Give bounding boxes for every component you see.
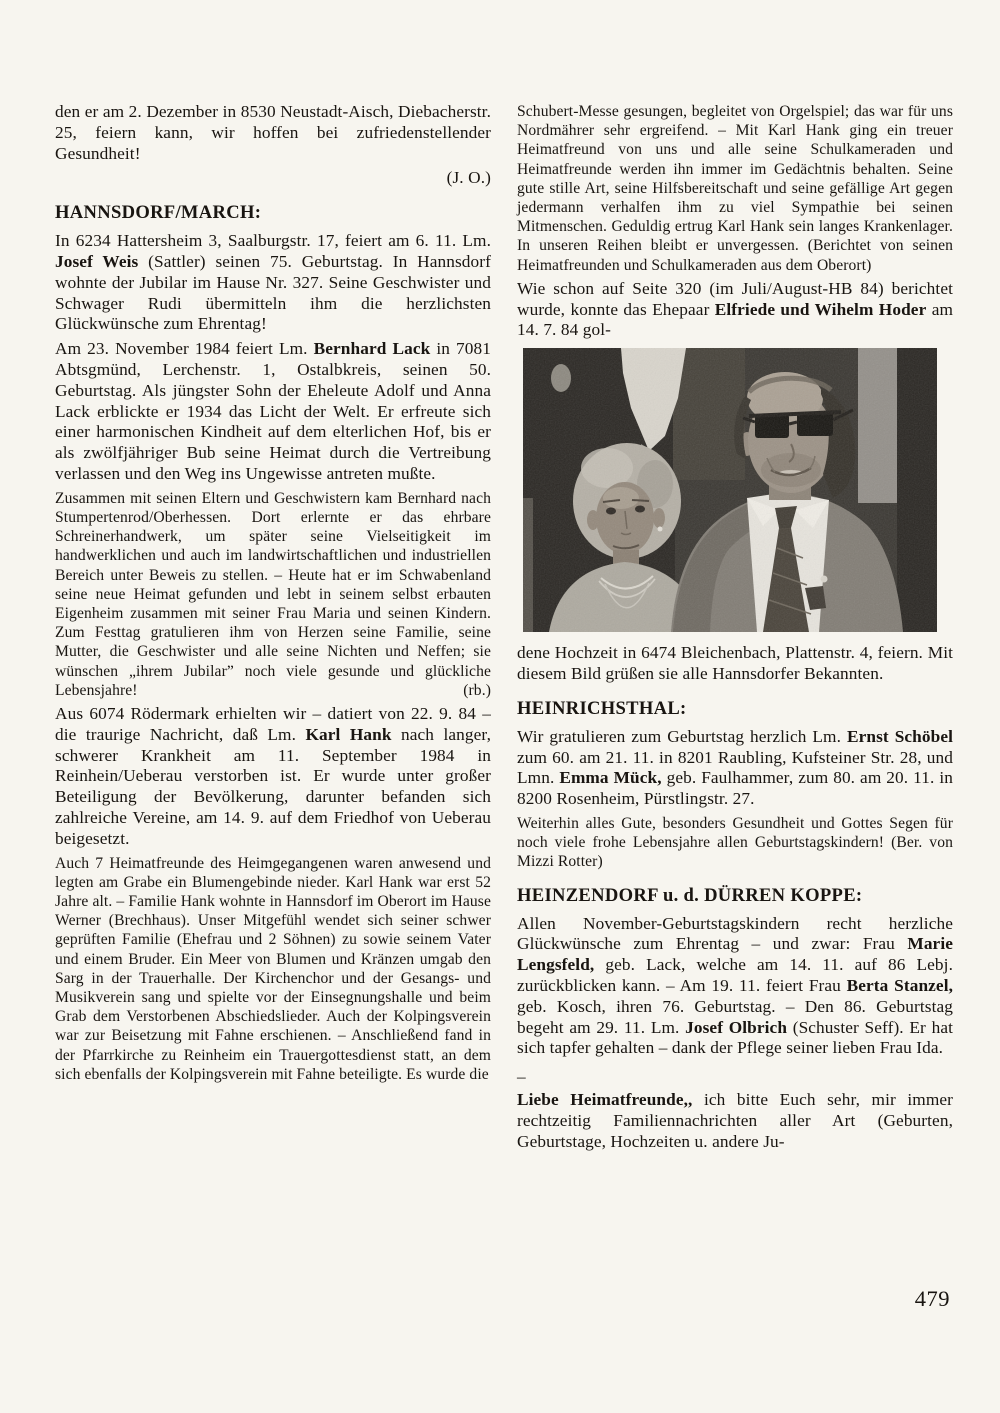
text-run-bold: Elfriede und Wihelm Hoder xyxy=(714,299,927,319)
text-run: (Sattler) seinen 75. Geburtstag. In Hannsdorf wohnte der Jubilar im Hause Nr. 327. Seine Geschwister und Schwager Rudi übermitteln ihm die herzlichsten Glückwünsche zum Ehrentag! xyxy=(55,251,491,334)
paragraph xyxy=(55,704,491,850)
paragraph xyxy=(517,727,953,810)
text-run: Aus 6074 Rödermark erhielten wir – datiert von 22. 9. 84 – die traurige Nachricht, daß Lm. xyxy=(55,703,491,744)
paragraph xyxy=(517,1090,953,1152)
text-run: Wie schon auf Seite 320 (im Juli/August-HB 84) berichtet wurde, konnte das Ehepaar xyxy=(517,278,953,319)
text-run: zum 60. am 21. 11. in 8201 Raubling, Kufsteiner Str. 28, und Lmn. xyxy=(517,747,953,788)
text-run-bold: Josef Weis xyxy=(55,251,139,271)
page-number: 479 xyxy=(914,1286,950,1311)
text-run: In 6234 Hattersheim 3, Saalburgstr. 17, feiert am 6. 11. Lm. xyxy=(55,231,491,251)
paragraph xyxy=(55,339,491,485)
text-run: den er am 2. Dezember in 8530 Neustadt-Aisch, Diebacherstr. 25, feiern kann, wir hoffen bei zufriedenstellender Gesundheit! xyxy=(55,102,491,163)
text-run: Schubert-Messe gesungen, begleitet von Orgelspiel; das war für uns Nordmährer sehr ergreifend. – Mit Karl Hank ging ein treuer Heimatfreund von uns und alle seine Schulkameraden und Heimatfreunde werden ihn immer im Gedächtnis behalten. Seine gute stille Art, seine Hilfsbereitschaft und seine gefällige Art gegen jedermann verhalfen ihm zu viel Sympathie bei seinen Mitmenschen. Geduldig ertrug Karl Hank sein langes Krankenlager. In unseren Reihen bleibt er unvergessen. (Berichtet von seinen Heimatfreunden und Schulkameraden aus dem Oberort) xyxy=(517,103,953,274)
text-run: ich bitte Euch sehr, mir immer rechtzeitig Familiennachrichten aller Art (Geburten, Geburtstage, Hochzeiten u. andere Ju- xyxy=(517,1089,953,1151)
text-run: in 7081 Abtsgmünd, Lerchenstr. 1, Ostalbkreis, seinen 50. Geburtstag. Als jüngster Sohn der Eheleute Adolf und Anna Lack erblickte er 1934 das Licht der Welt. Er erfreute sich einer harmonischen Kindheit auf dem elterlichen Hof, bis er als zwölfjähriger Bub seine Heimat durch die Vertreibung verlassen und den Weg ins Ungewisse antreten mußte. xyxy=(55,339,491,483)
section-heading: HEINZENDORF u. d. DÜRREN KOPPE: xyxy=(517,884,863,906)
paragraph xyxy=(55,854,491,1084)
text-run: Auch 7 Heimatfreunde des Heimgegangenen waren anwesend und legten am Grabe ein Blumengebinde nieder. Karl Hank war erst 52 Jahre alt. – Familie Hank wohnte in Hannsdorf im Oberort im Hause Werner (Brechhaus). Unser Mitgefühl wendet sich seiner schwer geprüften Familie (Ehefrau und 2 Söhnen) zu sowie seinem Vater und einem Bruder. Ein Meer von Blumen und Kränzen umgab den Sarg in der Trauerhalle. Der Kirchenchor und der Gesangs- und Musikverein sang und spielte vor der Einsegnungshalle und beim Grab dem Verstorbenen Abschiedslieder. Auch der Kolpingsverein war zur Beisetzung mit Fahne erschienen. – Anschließend fand in der Pfarrkirche zu Reinheim ein Trauergottesdienst statt, an dem sich ebenfalls der Kolpingsverein mit Fahne beteiligte. Es wurde die xyxy=(55,854,491,1083)
text-run-bold: Berta Stanzel, xyxy=(846,976,954,995)
paragraph xyxy=(517,914,953,1060)
paragraph-credit: (rb.) xyxy=(463,681,491,699)
paragraph xyxy=(517,643,953,685)
text-run: geb. Faulhammer, zum 80. am 20. 11. in 8200 Rosenheim, Pürstlingstr. 27. xyxy=(517,768,953,809)
text-run-bold: Emma Mück, xyxy=(559,768,662,788)
text-run: Wir gratulieren zum Geburtstag herzlich Lm. xyxy=(517,726,847,746)
text-run: Weiterhin alles Gute, besonders Gesundheit und Gottes Segen für noch viele frohe Lebensjahre allen Geburtstagskindern! (Ber. von Mizzi Rotter) xyxy=(517,815,953,871)
photo-image xyxy=(523,348,937,632)
text-run-bold: Bernhard Lack xyxy=(313,339,431,359)
text-run-bold: Marie Lengsfeld, xyxy=(517,934,953,975)
paragraph xyxy=(517,102,953,275)
text-run-bold: Josef Olbrich xyxy=(685,1017,788,1037)
paragraph xyxy=(517,814,953,872)
paragraph xyxy=(55,231,491,335)
text-run: geb. Kosch, ihren 76. Geburtstag. – Den 86. Geburtstag begeht am 29. 11. Lm. xyxy=(517,996,953,1037)
right-column xyxy=(517,102,953,1156)
text-run: Zusammen mit seinen Eltern und Geschwistern kam Bernhard nach Stumpertenrod/Oberhessen. Dort erlernte er das ehrbare Schreinerhandwerk, um später seine Vielseitigkeit im handwerklichen und auch im landwirtschaftlichen und industriellen Bereich unter Beweis zu stellen. – Heute hat er im Schwabenland seine neue Heimat gefunden und lebt in seinem selbst erbauten Eigenheim zusammen mit seiner Frau Maria und seinen Kindern. Zum Festtag gratulieren ihm von Herzen seine Familie, seine Mutter, die Geschwister und alle seine Nichten und Neffen; sie wünschen „ihrem Jubilar” noch viele gesunde und glückliche Lebensjahre! xyxy=(55,489,491,699)
text-run: Allen November-Geburtstagskindern recht herzliche Glückwünsche zum Ehrentag – und zwar: Frau xyxy=(517,913,953,954)
section-heading: HANNSDORF/MARCH: xyxy=(55,202,262,224)
text-run-bold: Karl Hank xyxy=(305,724,392,744)
paragraph xyxy=(55,102,491,164)
paragraph xyxy=(55,489,491,700)
text-run: am 14. 7. 84 gol- xyxy=(517,299,954,340)
text-run: geb. Lack, welche am 14. 11. auf 86 Lebj. zurückblicken kann. – Am 19. 11. feiert Frau xyxy=(517,955,953,995)
text-run: (Schuster Seff). Er hat sich tapfer gehalten – dank der Pflege seiner lieben Frau Ida. xyxy=(517,1017,953,1058)
text-run-bold: Ernst Schöbel xyxy=(846,726,954,746)
text-run: dene Hochzeit in 6474 Bleichenbach, Plattenstr. 4, feiern. Mit diesem Bild grüßen sie alle Hannsdorfer Bekannten. xyxy=(517,643,953,684)
separator-dash: – xyxy=(517,1067,526,1087)
author-initials: (J. O.) xyxy=(446,168,491,188)
text-run: Am 23. November 1984 feiert Lm. xyxy=(55,339,314,359)
text-run: nach langer, schwerer Krankheit am 11. September 1984 in Reinhein/Ueberau verstorben ist. Er wurde unter großer Beteiligung der Bevölkerung, darunter befanden sich zahlreiche Vereine, am 14. 9. auf dem Friedhof von Ueberau beigesetzt. xyxy=(55,724,491,848)
text-run-bold: Liebe Heimatfreunde,, xyxy=(517,1089,693,1109)
anniversary-photo xyxy=(523,348,937,632)
left-column xyxy=(55,102,491,1088)
paragraph xyxy=(517,279,953,341)
section-heading: HEINRICHSTHAL: xyxy=(517,697,687,719)
